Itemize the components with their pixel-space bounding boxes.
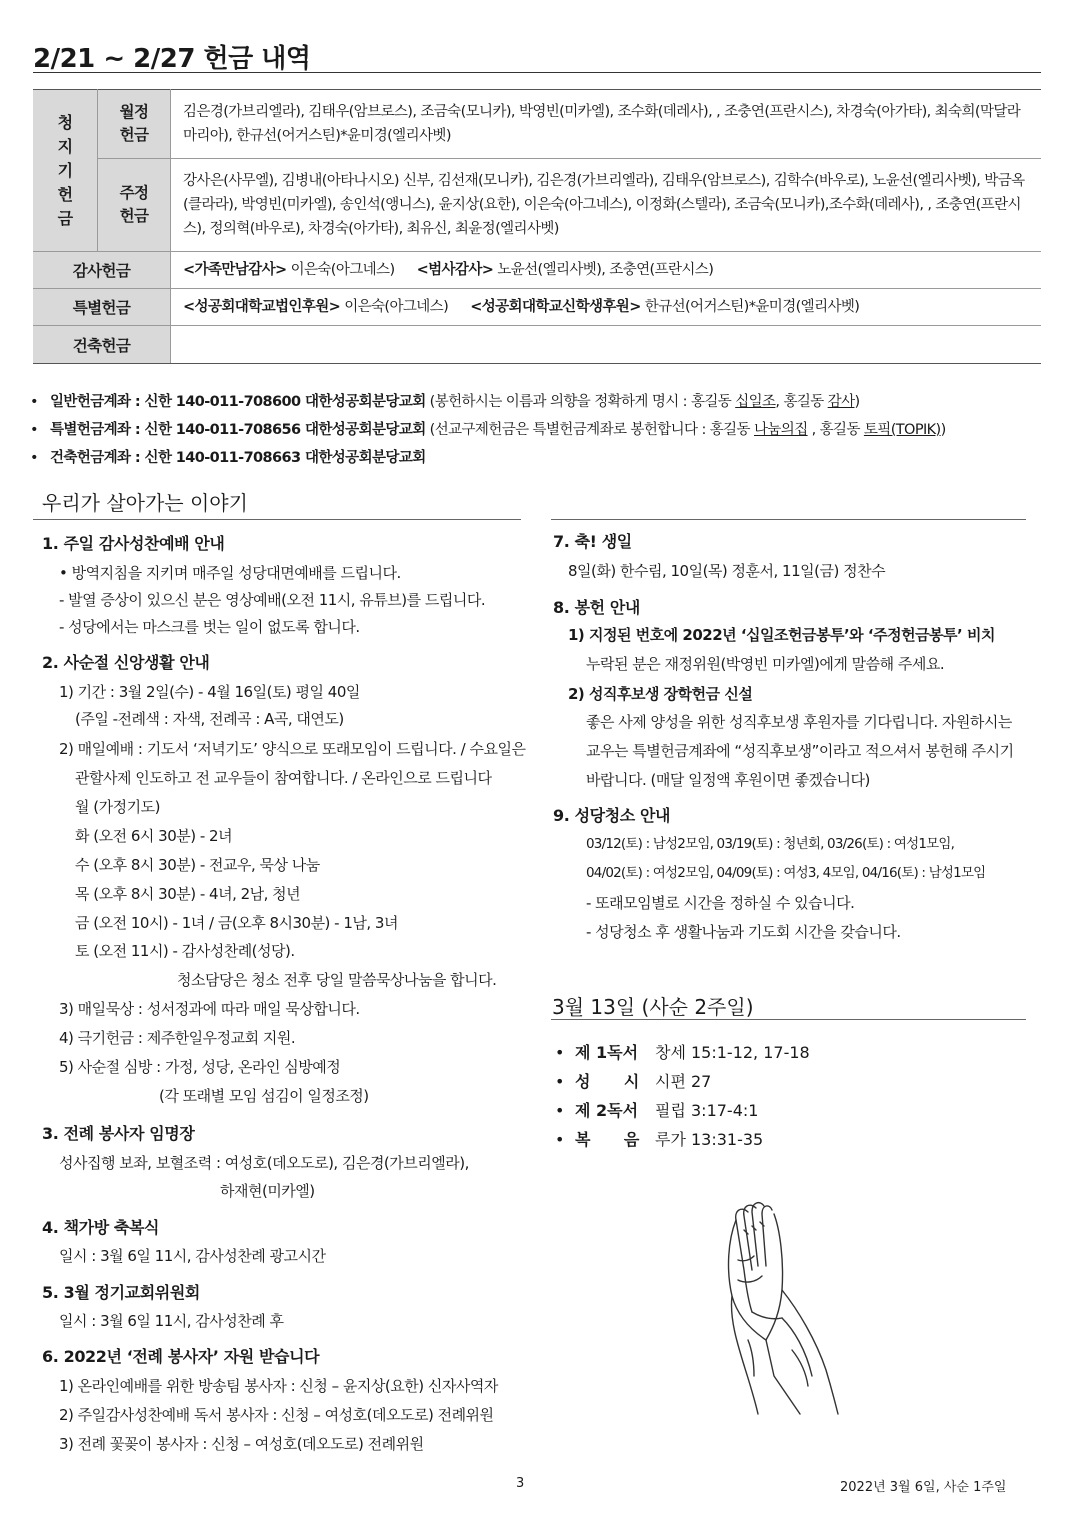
general-note-c: ) — [854, 394, 860, 410]
reading-label: 제 1독서 — [575, 1043, 639, 1062]
special-tag-1: <성공회대학교법인후원> — [183, 298, 341, 315]
thanks-label: 감사헌금 — [33, 252, 171, 289]
monthly-names: 김은경(가브리엘라), 김태우(암브로스), 조금숙(모니카), 박영빈(미카엘), 조수화(데레사), , 조충연(프란시스), 차경숙(아가타), 최숙희(막달라마리아), 한규선(어거스틴)*윤미경(엘리사벳) — [171, 90, 1042, 159]
weekly-label — [98, 159, 171, 252]
s9-line: - 성당청소 후 생활나눔과 기도회 시간을 갖습니다. — [586, 923, 901, 941]
special-note-house: 나눔의집 — [753, 422, 808, 438]
special-account — [30, 418, 946, 439]
s8-line: 교우는 특별헌금계좌에 “성직후보생”이라고 적으셔서 봉헌해 주시기 — [586, 742, 1014, 760]
bullet: • — [555, 1043, 565, 1062]
right-column-divider — [551, 519, 1026, 520]
s8-line: 2) 성직후보생 장학헌금 신설 — [568, 685, 753, 703]
s1-line: - 발열 증상이 있으신 분은 영상예배(오전 11시, 유튜브)를 드립니다. — [59, 591, 486, 609]
footer-date: 2022년 3월 6일, 사순 1주일 — [840, 1480, 1007, 1495]
s9-line: - 또래모임별로 시간을 정하실 수 있습니다. — [586, 894, 855, 912]
reading-label: 복 음 — [575, 1130, 640, 1149]
special-tag-2: <성공회대학교신학생후원> — [470, 298, 641, 315]
special-account-label: 특별헌금계좌 : 신한 140-011-708656 대한성공회분당교회 — [50, 422, 426, 438]
s6-line: 2) 주일감사성찬예배 독서 봉사자 : 신청 – 여성호(데오도로) 전례위원 — [59, 1406, 494, 1424]
s5-line: 일시 : 3월 6일 11시, 감사성찬례 후 — [59, 1312, 284, 1330]
s7-title: 7. 축! 생일 — [553, 532, 632, 551]
special-names-2: 한규선(어거스틴)*윤미경(엘리사벳) — [644, 298, 860, 315]
building-account-label: 건축헌금계좌 : 신한 140-011-708663 대한성공회분당교회 — [50, 450, 426, 466]
special-note-b: , 홍길동 — [807, 422, 864, 438]
reading-item — [555, 1098, 758, 1121]
s9-line: 03/12(토) : 남성2모임, 03/19(토) : 청년회, 03/26(토) : 여성1모임, — [586, 836, 955, 852]
reading-label: 제 2독서 — [575, 1101, 639, 1120]
s2-line: 화 (오전 6시 30분) - 2녀 — [75, 827, 233, 845]
special-note-topik: 토픽(TOPIK) — [863, 422, 941, 438]
readings-title: 3월 13일 (사순 2주일) — [552, 995, 754, 1019]
title-divider — [33, 72, 1041, 73]
general-note-a: (봉헌하시는 이름과 의향을 정확하게 명시 : 홍길동 — [425, 394, 736, 410]
general-note-thanks: 감사 — [827, 394, 855, 410]
s9-line: 04/02(토) : 여성2모임, 04/09(토) : 여성3, 4모임, 04/16(토) : 남성1모임 — [586, 865, 986, 881]
thanks-tag-2: <범사감사> — [416, 261, 494, 278]
s8-line: 바랍니다. (매달 일정액 후원이면 좋겠습니다) — [586, 771, 870, 789]
weekly-label-line1: 주정 — [119, 184, 149, 202]
bullet: • — [30, 422, 38, 438]
s1-line: - 성당에서는 마스크를 벗는 일이 없도록 합니다. — [59, 618, 360, 636]
news-title: 우리가 살아가는 이야기 — [42, 491, 248, 515]
s1-title: 1. 주일 감사성찬예배 안내 — [42, 534, 225, 553]
s9-title: 9. 성당청소 안내 — [553, 806, 671, 825]
news-title-divider — [33, 519, 521, 520]
s8-line: 누락된 분은 재정위원(박영빈 미카엘)에게 말씀해 주세요. — [586, 655, 945, 673]
s4-line: 일시 : 3월 6일 11시, 감사성찬례 광고시간 — [59, 1247, 326, 1265]
s2-line: 4) 극기헌금 : 제주한일우정교회 지원. — [59, 1029, 296, 1047]
monthly-label-line2: 헌금 — [119, 126, 149, 144]
s6-title: 6. 2022년 ‘전례 봉사자’ 자원 받습니다 — [42, 1347, 320, 1366]
s1-line: • 방역지침을 지키며 매주일 성당대면예배를 드립니다. — [59, 564, 401, 582]
offering-title: 2/21 ~ 2/27 헌금 내역 — [33, 44, 311, 74]
general-account-label: 일반헌금계좌 : 신한 140-011-708600 대한성공회분당교회 — [50, 394, 426, 410]
tithe-group-label-text: 청지기헌금 — [57, 112, 73, 228]
tithe-group-label — [33, 90, 98, 252]
general-note-b: , 홍길동 — [775, 394, 828, 410]
s5-title: 5. 3월 정기교회위원회 — [42, 1283, 200, 1302]
reading-text: 창세 15:1-12, 17-18 — [655, 1043, 810, 1062]
s2-line: 금 (오전 10시) - 1녀 / 금(오후 8시30분) - 1남, 3녀 — [75, 914, 398, 932]
praying-hands-icon — [708, 1200, 868, 1415]
readings-divider — [551, 1019, 1026, 1020]
s2-line: 5) 사순절 심방 : 가정, 성당, 온라인 심방예정 — [59, 1058, 341, 1076]
offering-table — [33, 89, 1041, 364]
reading-text: 시편 27 — [655, 1072, 712, 1091]
s2-line: 목 (오후 8시 30분) - 4녀, 2남, 청년 — [75, 885, 301, 903]
special-note-a: (선교구제헌금은 특별헌금계좌로 봉헌합니다 : 홍길동 — [425, 422, 754, 438]
reading-item — [555, 1127, 763, 1150]
s8-title: 8. 봉헌 안내 — [553, 598, 640, 617]
s8-line: 1) 지정된 번호에 2022년 ‘십일조헌금봉투’와 ‘주정헌금봉투’ 비치 — [568, 626, 995, 644]
reading-item — [555, 1040, 810, 1063]
monthly-label-line1: 월정 — [119, 103, 149, 121]
special-names — [171, 289, 1042, 326]
s2-line: 관할사제 인도하고 전 교우들이 참여합니다. / 온라인으로 드립니다 — [75, 769, 492, 787]
special-label: 특별헌금 — [33, 289, 171, 326]
thanks-names-1: 이은숙(아그네스) — [290, 261, 395, 278]
s2-line: 1) 기간 : 3월 2일(수) - 4월 16일(토) 평일 40일 — [59, 683, 360, 701]
s3-line: 하재현(미카엘) — [220, 1182, 315, 1200]
monthly-label — [98, 90, 171, 159]
s2-line: 수 (오후 8시 30분) - 전교우, 묵상 나눔 — [75, 856, 320, 874]
s2-line: 3) 매일묵상 : 성서정과에 따라 매일 묵상합니다. — [59, 1000, 360, 1018]
thanks-names-2: 노윤선(엘리사벳), 조충연(프란시스) — [497, 261, 714, 278]
s2-line: 토 (오전 11시) - 감사성찬례(성당). — [75, 942, 295, 960]
s2-line: 2) 매일예배 : 기도서 ‘저녁기도’ 양식으로 또래모임이 드립니다. / 수요일은 — [59, 740, 526, 758]
bullet: • — [555, 1072, 565, 1091]
s3-title: 3. 전례 봉사자 임명장 — [42, 1124, 195, 1143]
weekly-names: 강사은(사무엘), 김병내(아타나시오) 신부, 김선재(모니카), 김은경(가브리엘라), 김태우(암브로스), 김학수(바우로), 노윤선(엘리사벳), 박금옥(클라라), 박영빈(미카엘), 송인석(앵니스), 윤지상(요한), 이은숙(아그네스), 이정화(스텔라), 조금숙(모니카),조수화(데레사), , 조충연(프란시스), 정의혁(바우로), 차경숙(아가타), 최유신, 최윤정(엘리사벳) — [171, 159, 1042, 252]
building-account — [30, 446, 426, 467]
s6-line: 3) 전례 꽃꽂이 봉사자 : 신청 – 여성호(데오도로) 전례위원 — [59, 1435, 424, 1453]
thanks-tag-1: <가족만남감사> — [183, 261, 287, 278]
general-account — [30, 390, 860, 411]
s8-line: 좋은 사제 양성을 위한 성직후보생 후원자를 기다립니다. 자원하시는 — [586, 713, 1012, 731]
thanks-names — [171, 252, 1042, 289]
s6-line: 1) 온라인예배를 위한 방송팀 봉사자 : 신청 – 윤지상(요한) 신자사역자 — [59, 1377, 498, 1395]
special-note-c: ) — [940, 422, 946, 438]
s3-line: 성사집행 보좌, 보혈조력 : 여성호(데오도로), 김은경(가브리엘라), — [59, 1154, 469, 1172]
s2-title: 2. 사순절 신앙생활 안내 — [42, 653, 210, 672]
special-names-1: 이은숙(아그네스) — [344, 298, 449, 315]
s2-line: 월 (가정기도) — [75, 798, 160, 816]
building-label: 건축헌금 — [33, 326, 171, 364]
s7-line: 8일(화) 한수림, 10일(목) 정훈서, 11일(금) 정찬수 — [568, 562, 886, 580]
weekly-label-line2: 헌금 — [119, 207, 149, 225]
bullet: • — [555, 1130, 565, 1149]
bullet: • — [555, 1101, 565, 1120]
s2-line: (각 또래별 모임 섬김이 일정조정) — [159, 1087, 369, 1105]
reading-item — [555, 1069, 711, 1092]
bullet: • — [30, 450, 38, 466]
s2-line: (주일 -전례색 : 자색, 전례곡 : A곡, 대연도) — [75, 710, 344, 728]
reading-text: 필립 3:17-4:1 — [655, 1101, 759, 1120]
bullet: • — [30, 394, 38, 410]
general-note-tithe: 십일조 — [735, 394, 776, 410]
s2-line: 청소담당은 청소 전후 당일 말씀묵상나눔을 합니다. — [177, 971, 497, 989]
reading-text: 루가 13:31-35 — [655, 1130, 764, 1149]
reading-label: 성 시 — [575, 1072, 640, 1091]
building-names — [171, 326, 1042, 364]
page-number: 3 — [516, 1476, 525, 1491]
s4-title: 4. 책가방 축복식 — [42, 1218, 160, 1237]
